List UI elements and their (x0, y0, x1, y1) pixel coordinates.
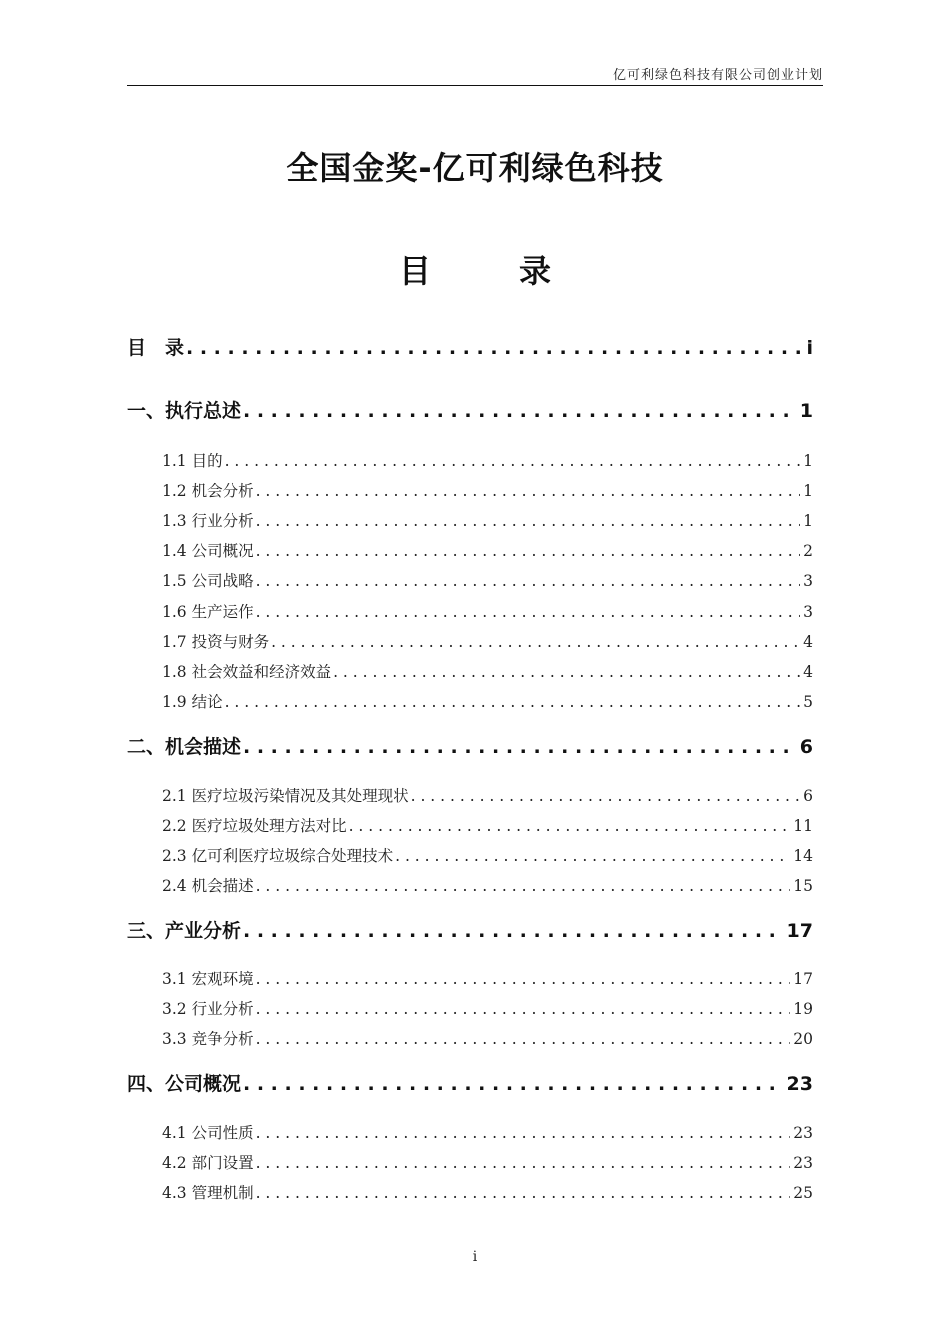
toc-entry-page: 4 (803, 663, 813, 681)
toc-entry[interactable] (162, 509, 813, 531)
dot-leader (256, 482, 801, 500)
dot-leader (395, 847, 790, 865)
toc-entry-label: 1.9 结论 (162, 693, 223, 711)
dot-leader (225, 452, 801, 470)
toc-entry-page: 15 (793, 877, 813, 895)
running-header: 亿可利绿色科技有限公司创业计划 (612, 68, 823, 83)
toc-entry[interactable] (162, 600, 813, 622)
toc-entry-page: 2 (803, 542, 813, 560)
toc-entry-label: 1.4 公司概况 (162, 542, 254, 560)
toc-entry-page: 6 (799, 736, 813, 758)
dot-leader (256, 1184, 791, 1202)
toc-entry[interactable] (162, 844, 813, 866)
dot-leader (256, 603, 801, 621)
toc-entry-label: 目 录 (127, 337, 185, 359)
dot-leader (243, 736, 797, 758)
dot-leader (225, 693, 801, 711)
toc-entry-label: 1.3 行业分析 (162, 512, 254, 530)
dot-leader (256, 1000, 791, 1018)
toc-entry[interactable] (162, 1121, 813, 1143)
toc-entry-label: 3.1 宏观环境 (162, 970, 254, 988)
toc-entry-label: 3.3 竞争分析 (162, 1030, 254, 1048)
dot-leader (243, 1073, 784, 1095)
toc-entry-page: 17 (786, 920, 813, 942)
dot-leader (256, 542, 801, 560)
dot-leader (256, 1030, 791, 1048)
toc-entry-page: i (806, 337, 813, 359)
header-rule (127, 85, 823, 86)
toc-entry[interactable] (127, 396, 813, 423)
toc-entry[interactable] (162, 479, 813, 501)
toc-entry-page: 4 (803, 633, 813, 651)
toc-entry-label: 二、机会描述 (127, 736, 242, 758)
toc-entry-label: 2.3 亿可利医疗垃圾综合处理技术 (162, 847, 394, 865)
toc-entry-label: 4.2 部门设置 (162, 1154, 254, 1172)
dot-leader (271, 633, 800, 651)
toc-entry-label: 1.8 社会效益和经济效益 (162, 663, 332, 681)
toc-entry-page: 19 (793, 1000, 813, 1018)
toc-entry-label: 一、执行总述 (127, 400, 242, 422)
toc-entry-page: 1 (803, 482, 813, 500)
dot-leader (333, 663, 800, 681)
toc-entry[interactable] (162, 967, 813, 989)
toc-entry-page: 11 (793, 817, 813, 835)
toc-entry[interactable] (162, 1027, 813, 1049)
toc-entry-label: 1.6 生产运作 (162, 603, 254, 621)
toc-entry[interactable] (162, 660, 813, 682)
toc-entry[interactable] (162, 1151, 813, 1173)
dot-leader (243, 400, 797, 422)
document-title: 全国金奖-亿可利绿色科技 (286, 149, 664, 187)
toc-entry-label: 1.1 目的 (162, 452, 223, 470)
toc-entry-label: 1.7 投资与财务 (162, 633, 270, 651)
toc-entry[interactable] (162, 449, 813, 471)
dot-leader (411, 787, 801, 805)
toc-entry-page: 5 (803, 693, 813, 711)
toc-entry[interactable] (162, 569, 813, 591)
toc-entry-label: 1.2 机会分析 (162, 482, 254, 500)
toc-entry[interactable] (162, 784, 813, 806)
toc-entry-label: 1.5 公司战略 (162, 572, 254, 590)
dot-leader (256, 512, 801, 530)
toc-entry[interactable] (127, 1069, 813, 1096)
toc-entry-page: 1 (803, 452, 813, 470)
dot-leader (256, 970, 791, 988)
toc-entry-label: 4.3 管理机制 (162, 1184, 254, 1202)
toc-entry-label: 2.4 机会描述 (162, 877, 254, 895)
toc-entry-page: 20 (793, 1030, 813, 1048)
toc-entry-page: 1 (799, 400, 813, 422)
toc-entry[interactable] (162, 539, 813, 561)
dot-leader (256, 572, 801, 590)
page-number: i (472, 1249, 478, 1265)
toc-entry-page: 3 (803, 603, 813, 621)
toc-entry-label: 4.1 公司性质 (162, 1124, 254, 1142)
dot-leader (186, 337, 803, 359)
toc-entry[interactable] (127, 732, 813, 759)
dot-leader (243, 920, 784, 942)
dot-leader (349, 817, 791, 835)
toc-entry-label: 2.1 医疗垃圾污染情况及其处理现状 (162, 787, 409, 805)
toc-entry-page: 23 (793, 1124, 813, 1142)
toc-entry[interactable] (162, 874, 813, 896)
toc-entry-label: 2.2 医疗垃圾处理方法对比 (162, 817, 347, 835)
toc-entry-label: 三、产业分析 (127, 920, 242, 942)
dot-leader (256, 1154, 791, 1172)
toc-entry-page: 3 (803, 572, 813, 590)
toc-entry-page: 23 (786, 1073, 813, 1095)
toc-entry[interactable] (162, 997, 813, 1019)
dot-leader (256, 877, 791, 895)
toc-entry-page: 25 (793, 1184, 813, 1202)
toc-entry[interactable] (162, 814, 813, 836)
toc-entry-page: 17 (793, 970, 813, 988)
toc-entry-label: 3.2 行业分析 (162, 1000, 254, 1018)
toc-entry[interactable] (127, 916, 813, 943)
toc-entry-page: 23 (793, 1154, 813, 1172)
toc-entry-page: 1 (803, 512, 813, 530)
toc-entry-page: 6 (803, 787, 813, 805)
toc-entry[interactable] (127, 333, 813, 360)
toc-heading: 目 录 (398, 252, 579, 290)
toc-entry[interactable] (162, 690, 813, 712)
toc-entry[interactable] (162, 630, 813, 652)
toc-entry-label: 四、公司概况 (127, 1073, 242, 1095)
toc-entry[interactable] (162, 1181, 813, 1203)
toc-entry-page: 14 (793, 847, 813, 865)
dot-leader (256, 1124, 791, 1142)
